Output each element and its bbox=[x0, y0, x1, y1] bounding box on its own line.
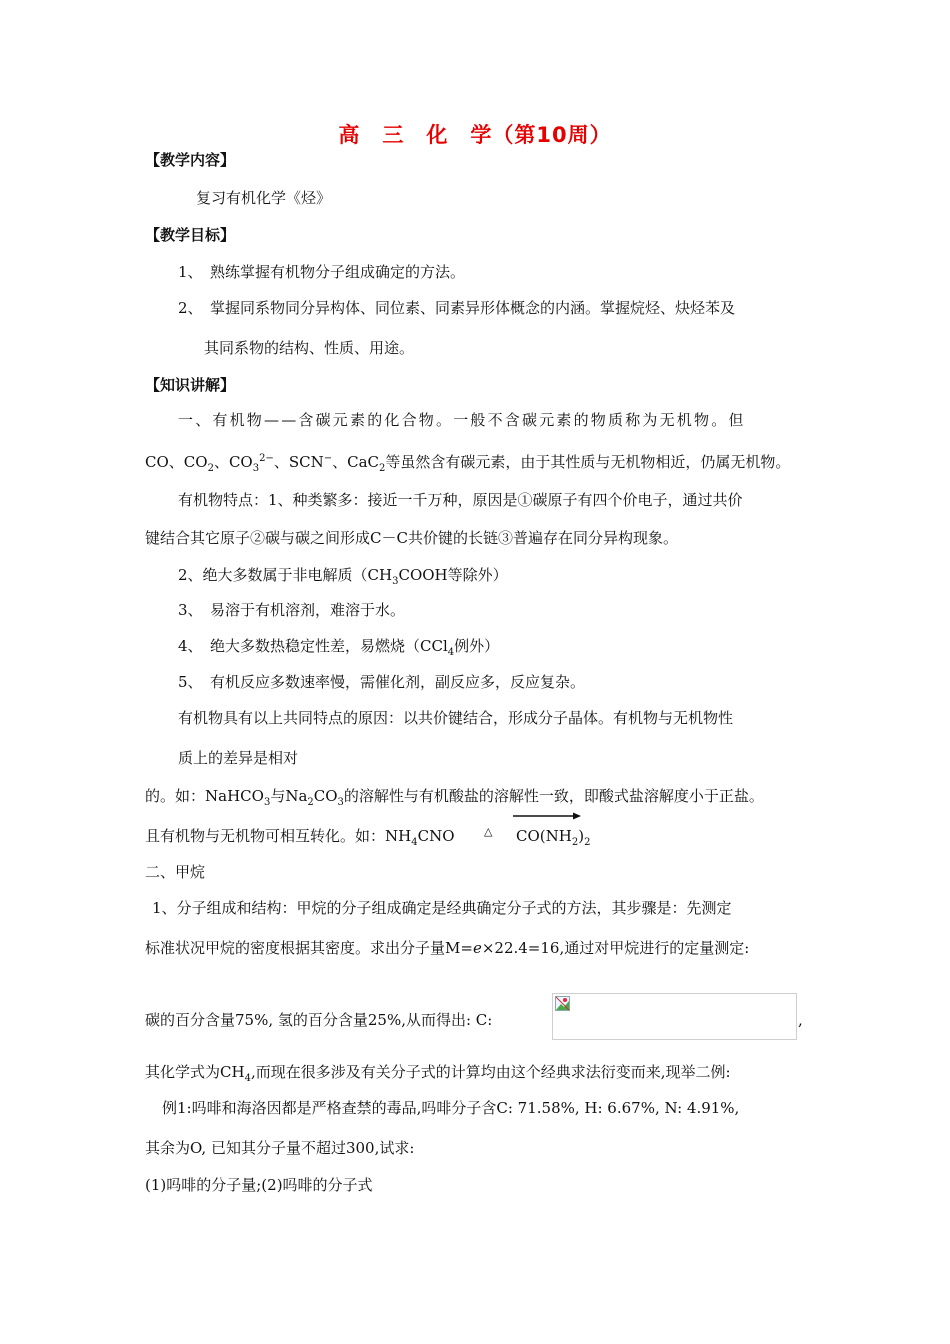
urea-formula: $CO(NH_2)_2$ bbox=[516, 827, 591, 848]
feature-item-3: 3、 易溶于有机溶剂，难溶于水。 bbox=[178, 601, 406, 619]
goal-item-2: 2、 掌握同系物同分异构体、同位素、同素异形体概念的内涵。掌握烷烃、炔烃苯及 bbox=[178, 299, 736, 317]
goal-item-1: 1、 熟练掌握有机物分子组成确定的方法。 bbox=[178, 263, 466, 281]
paragraph-methane-density: 标准状况甲烷的密度根据其密度。求出分子量M=e×22.4=16,通过对甲烷进行的定量测定: bbox=[145, 939, 750, 957]
feature-item-4: 4、 绝大多数热稳定性差，易燃烧（CCl$_4$例外） bbox=[178, 637, 500, 658]
paragraph-conversion: 且有机物与无机物可相互转化。如：$NH_4CNO$ bbox=[145, 827, 455, 848]
page-title: 高 三 化 学（第10周） bbox=[338, 123, 612, 147]
example-1-cont: 其余为O, 已知其分子量不超过300,试求: bbox=[145, 1139, 415, 1157]
heading-teaching-goals: 【教学目标】 bbox=[145, 226, 236, 244]
paragraph-features-cont: 键结合其它原子②碳与碳之间形成C－C共价键的长链③普遍存在同分异构现象。 bbox=[145, 529, 678, 547]
broken-image-icon bbox=[555, 996, 570, 1011]
paragraph-reason-cont: 质上的差异是相对 bbox=[178, 749, 299, 767]
heat-symbol: △ bbox=[484, 825, 493, 838]
reaction-arrow-icon bbox=[513, 812, 581, 820]
example-1-text: 例1:吗啡和海洛因都是严格查禁的毒品,吗啡分子含C: 71.58%, H: 6.67%, N: 4.91%, bbox=[162, 1099, 740, 1117]
heading-teaching-content: 【教学内容】 bbox=[145, 151, 236, 169]
heading-knowledge: 【知识讲解】 bbox=[145, 376, 236, 394]
formula-image-placeholder bbox=[552, 993, 797, 1040]
feature-item-2: 2、绝大多数属于非电解质（$CH_3COOH$等除外） bbox=[178, 566, 508, 587]
paragraph-methane-formula: 其化学式为$CH_4$,而现在很多涉及有关分子式的计算均由这个经典求法衍变而来,现举二例: bbox=[145, 1063, 731, 1084]
paragraph-percentages: 碳的百分含量75%, 氢的百分含量25%,从而得出: C: bbox=[145, 1011, 493, 1029]
feature-item-5: 5、 有机反应多数速率慢，需催化剂，副反应多，反应复杂。 bbox=[178, 673, 586, 691]
goal-item-2-cont: 其同系物的结构、性质、用途。 bbox=[204, 339, 415, 357]
paragraph-percentages-end: , bbox=[798, 1011, 803, 1029]
teaching-content-text: 复习有机化学《烃》 bbox=[196, 189, 332, 207]
example-1-questions: (1)吗啡的分子量;(2)吗啡的分子式 bbox=[145, 1176, 373, 1194]
paragraph-features: 有机物特点：1、种类繁多：接近一千万种，原因是①碳原子有四个价电子，通过共价 bbox=[178, 491, 743, 509]
paragraph-reason: 有机物具有以上共同特点的原因：以共价键结合，形成分子晶体。有机物与无机物性 bbox=[178, 709, 734, 727]
paragraph-organic-definition: 一、有机物——含碳元素的化合物。一般不含碳元素的物质称为无机物。但 bbox=[178, 411, 746, 429]
paragraph-inorganic-exceptions: CO、$CO_2$、$CO_3^{2-}$、SCN−、CaC$_2$等虽然含有碳元素，由于其性质与无机物相近，仍属无机物。 bbox=[145, 453, 791, 474]
section-methane-title: 二、甲烷 bbox=[145, 863, 206, 881]
paragraph-solubility: 的。如：NaHCO$_3$与$Na_2CO_3$的溶解性与有机酸盐的溶解性一致，即酸式盐溶解度小于正盐。 bbox=[145, 787, 764, 808]
paragraph-methane-structure: 1、分子组成和结构：甲烷的分子组成确定是经典确定分子式的方法，其步骤是：先测定 bbox=[152, 899, 732, 917]
